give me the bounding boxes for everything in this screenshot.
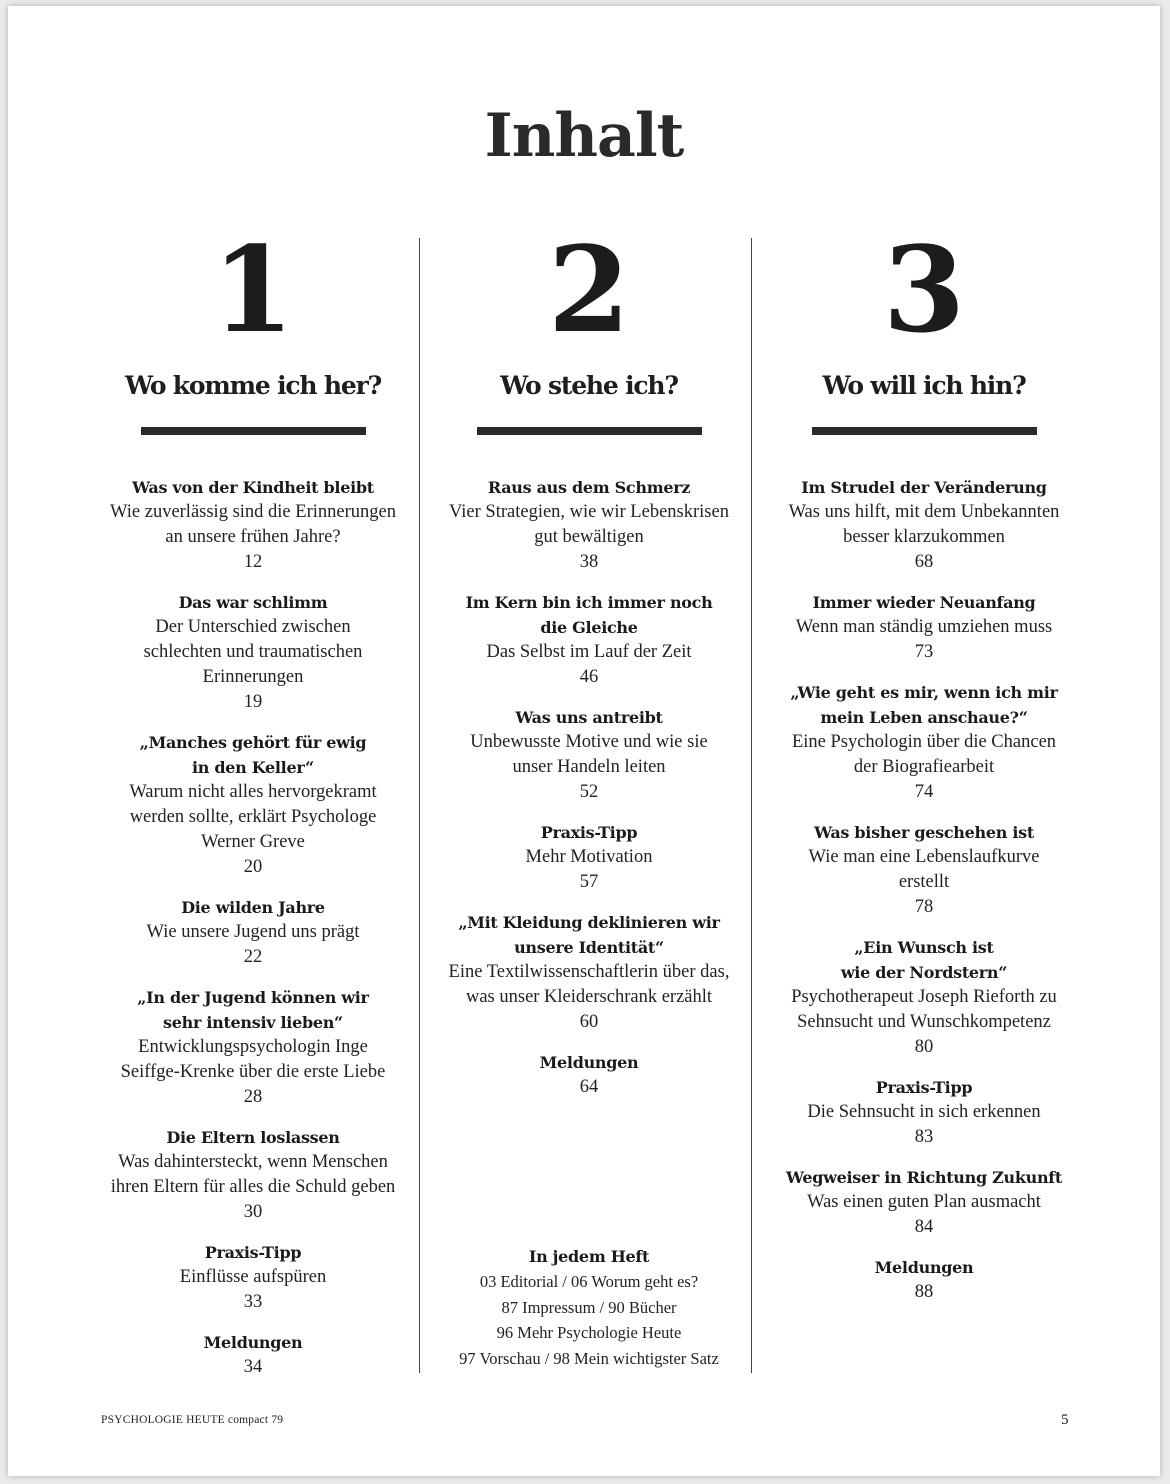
toc-entry-heading: Meldungen	[203, 1333, 303, 1352]
toc-entry-heading: Die Eltern loslassen	[166, 1128, 340, 1147]
toc-entry	[93, 985, 413, 1110]
toc-entries	[93, 475, 413, 1380]
toc-entry-description: Wie man eine Lebenslaufkurve erstellt	[808, 847, 1040, 892]
section-rule	[812, 427, 1037, 435]
section-numeral: 3	[882, 220, 966, 359]
toc-entry	[93, 895, 413, 970]
magazine-page	[8, 6, 1160, 1476]
toc-entry-page: 84	[914, 1217, 934, 1237]
toc-entry	[763, 1255, 1085, 1305]
in-jedem-heft-line: 96 Mehr Psychologie Heute	[496, 1323, 682, 1342]
toc-entry-heading: Was uns antreibt	[515, 708, 663, 727]
toc-entry	[763, 820, 1085, 920]
toc-entry	[763, 935, 1085, 1060]
toc-entry-page: 30	[243, 1202, 263, 1222]
toc-entry-page: 80	[914, 1037, 934, 1057]
toc-entry	[763, 475, 1085, 575]
toc-entry-heading: Praxis-Tipp	[540, 823, 638, 842]
in-jedem-heft-heading: In jedem Heft	[528, 1247, 650, 1266]
toc-entry-heading: Raus aus dem Schmerz	[487, 478, 691, 497]
toc-entry-description: Das Selbst im Lauf der Zeit	[486, 642, 692, 662]
toc-entries	[763, 475, 1085, 1305]
column-divider	[419, 238, 420, 1373]
page-title: Inhalt	[484, 101, 684, 171]
toc-entry	[763, 1075, 1085, 1150]
section-question: Wo stehe ich?	[500, 371, 678, 400]
toc-entry-page: 52	[579, 782, 599, 802]
toc-entry-description: Warum nicht alles hervorgekramt werden sollte, erklärt Psychologe Werner Greve	[129, 782, 377, 852]
toc-entry-page: 74	[914, 782, 934, 802]
toc-entry-heading: „In der Jugend können wir sehr intensiv lieben“	[137, 988, 369, 1032]
toc-entry-page: 60	[579, 1012, 599, 1032]
toc-entry-page: 34	[243, 1357, 263, 1377]
publication-footer: PSYCHOLOGIE HEUTE compact 79	[101, 1414, 284, 1426]
toc-entry-page: 20	[243, 857, 263, 877]
toc-entry-heading: Meldungen	[874, 1258, 974, 1277]
toc-entry	[93, 1240, 413, 1315]
toc-entry	[93, 475, 413, 575]
toc-entry-page: 33	[243, 1292, 263, 1312]
toc-entry-description: Unbewusste Motive und wie sie unser Handeln leiten	[470, 732, 708, 777]
toc-entry-description: Vier Strategien, wie wir Lebenskrisen gut bewältigen	[449, 502, 729, 547]
toc-entry-description: Der Unterschied zwischen schlechten und traumatischen Erinnerungen	[143, 617, 363, 687]
toc-entry	[93, 590, 413, 715]
toc-entry-heading: Meldungen	[539, 1053, 639, 1072]
toc-entry	[428, 705, 750, 805]
toc-entry	[428, 475, 750, 575]
toc-entry-description: Was dahintersteckt, wenn Menschen ihren Eltern für alles die Schuld geben	[110, 1152, 396, 1197]
toc-entry-description: Eine Psychologin über die Chancen der Biografiearbeit	[791, 732, 1057, 777]
toc-entry	[428, 910, 750, 1035]
toc-entry-description: Wenn man ständig umziehen muss	[795, 617, 1053, 637]
section-column-3	[763, 220, 1085, 1320]
toc-entry-page: 78	[914, 897, 934, 917]
toc-entry-description: Wie unsere Jugend uns prägt	[146, 922, 360, 942]
toc-entry	[763, 590, 1085, 665]
toc-entry	[93, 1330, 413, 1380]
toc-entry	[428, 820, 750, 895]
section-question: Wo komme ich her?	[124, 371, 382, 400]
toc-entry-description: Einflüsse aufspüren	[179, 1267, 327, 1287]
toc-entries	[428, 475, 750, 1100]
in-jedem-heft	[428, 1244, 750, 1371]
toc-entry-page: 28	[243, 1087, 263, 1107]
toc-entry-heading: Was bisher geschehen ist	[814, 823, 1034, 842]
section-column-2	[428, 220, 750, 1115]
toc-entry-heading: Die wilden Jahre	[181, 898, 325, 917]
toc-entry-description: Wie zuverlässig sind die Erinnerungen an unsere frühen Jahre?	[110, 502, 396, 547]
page-number: 5	[1061, 1412, 1069, 1428]
toc-entry	[763, 1165, 1085, 1240]
toc-entry-page: 46	[579, 667, 599, 687]
section-numeral: 2	[547, 220, 631, 359]
toc-entry	[763, 680, 1085, 805]
toc-entry-heading: Im Strudel der Veränderung	[801, 478, 1047, 497]
toc-entry-description: Psychotherapeut Joseph Rieforth zu Sehnsucht und Wunschkompetenz	[791, 987, 1057, 1032]
section-question: Wo will ich hin?	[822, 371, 1026, 400]
toc-entry-heading: Praxis-Tipp	[875, 1078, 973, 1097]
toc-entry-description: Was uns hilft, mit dem Unbekannten besser klarzukommen	[788, 502, 1060, 547]
toc-entry	[428, 590, 750, 690]
toc-entry-page: 73	[914, 642, 934, 662]
toc-entry-page: 88	[914, 1282, 934, 1302]
toc-entry-page: 22	[243, 947, 263, 967]
toc-entry-heading: Immer wieder Neuanfang	[812, 593, 1036, 612]
toc-entry-page: 19	[243, 692, 263, 712]
column-divider	[751, 238, 752, 1373]
in-jedem-heft-line: 03 Editorial / 06 Worum geht es?	[479, 1272, 699, 1291]
toc-entry-heading: „Manches gehört für ewig in den Keller“	[139, 733, 367, 777]
toc-entry-description: Mehr Motivation	[525, 847, 653, 867]
toc-entry-description: Was einen guten Plan ausmacht	[807, 1192, 1041, 1212]
toc-entry-page: 64	[579, 1077, 599, 1097]
toc-entry-heading: „Mit Kleidung deklinieren wir unsere Identität“	[458, 913, 720, 957]
toc-entry-description: Entwicklungspsychologin Inge Seiffge-Krenke über die erste Liebe	[120, 1037, 386, 1082]
section-numeral: 1	[211, 220, 295, 359]
toc-entry-heading: „Wie geht es mir, wenn ich mir mein Leben anschaue?“	[790, 683, 1058, 727]
toc-entry-page: 57	[579, 872, 599, 892]
toc-entry-heading: Wegweiser in Richtung Zukunft	[786, 1168, 1062, 1187]
toc-entry-page: 83	[914, 1127, 934, 1147]
toc-entry-heading: Das war schlimm	[178, 593, 328, 612]
in-jedem-heft-line: 87 Impressum / 90 Bücher	[501, 1297, 677, 1317]
section-rule	[477, 427, 702, 435]
toc-entry-page: 12	[243, 552, 263, 572]
toc-entry	[428, 1050, 750, 1100]
toc-entry-description: Eine Textilwissenschaftlerin über das, was unser Kleiderschrank erzählt	[448, 962, 730, 1007]
toc-entry-description: Die Sehnsucht in sich erkennen	[807, 1102, 1041, 1122]
toc-entry-heading: Was von der Kindheit bleibt	[132, 478, 374, 497]
toc-entry-page: 38	[579, 552, 599, 572]
in-jedem-heft-line: 97 Vorschau / 98 Mein wichtigster Satz	[459, 1348, 719, 1368]
toc-entry-page: 68	[914, 552, 934, 572]
toc-entry	[93, 1125, 413, 1225]
toc-entry-heading: „Ein Wunsch ist wie der Nordstern“	[840, 938, 1008, 982]
toc-entry	[93, 730, 413, 880]
toc-entry-heading: Im Kern bin ich immer noch die Gleiche	[465, 593, 713, 637]
toc-entry-heading: Praxis-Tipp	[204, 1243, 302, 1262]
section-rule	[141, 427, 366, 435]
section-column-1	[93, 220, 413, 1395]
